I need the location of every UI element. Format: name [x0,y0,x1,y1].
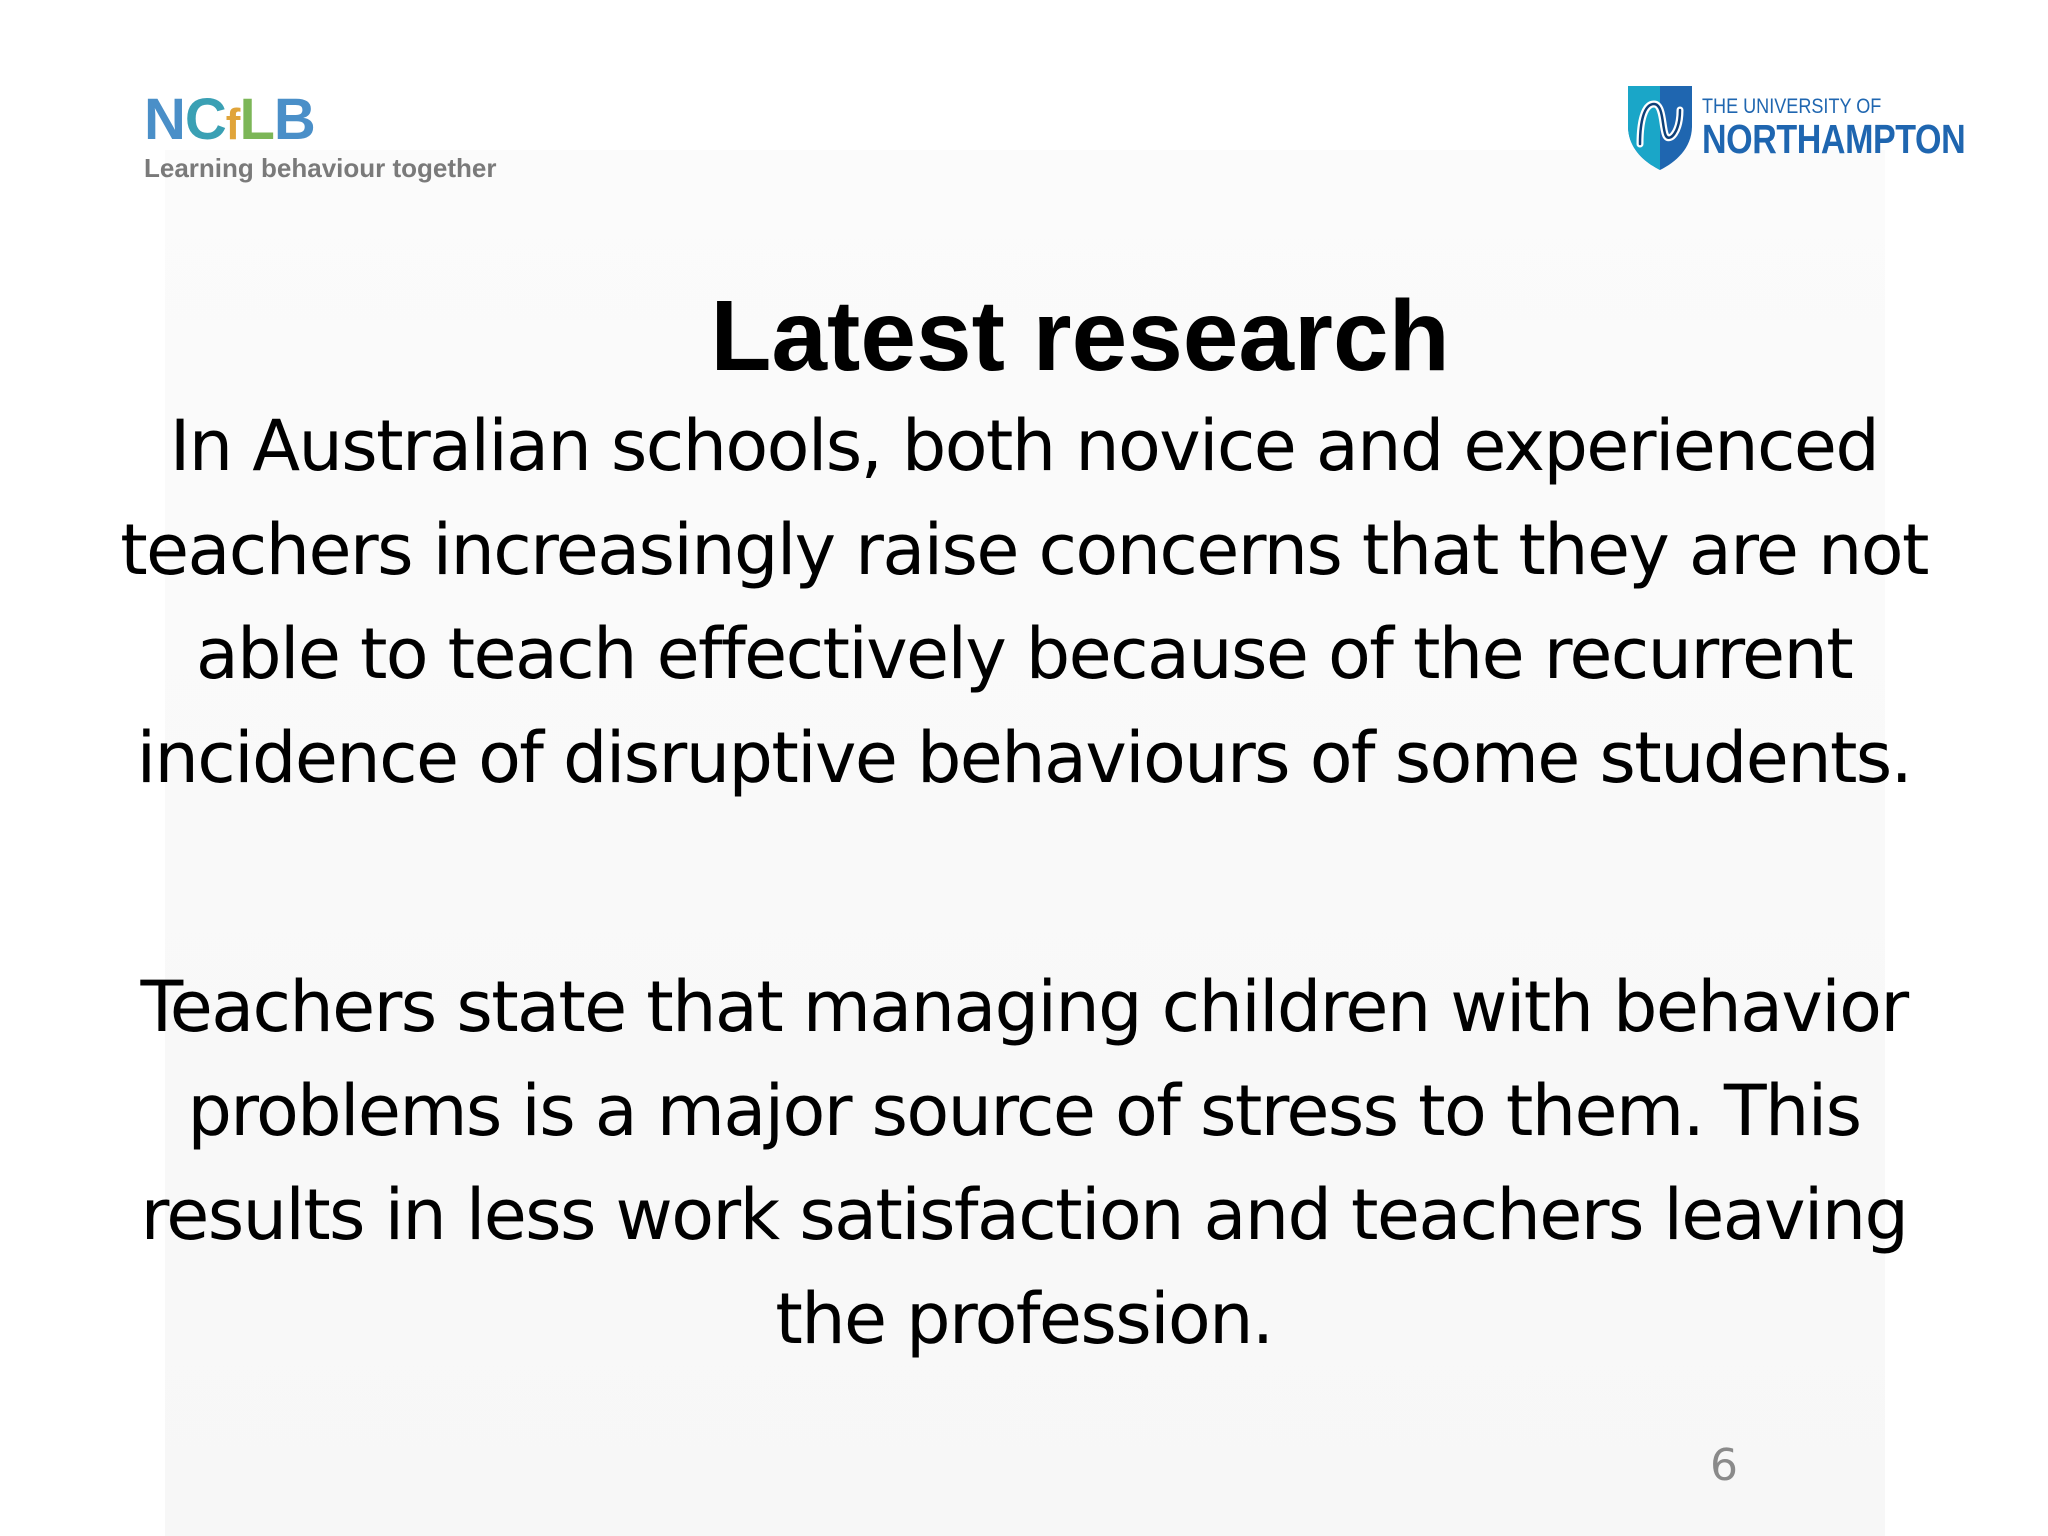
ncflb-logo [144,87,524,183]
paragraph-line: able to teach effectively because of the recurrent [195,613,1853,695]
slide-title: Latest research [710,280,1450,392]
university-logo [1624,80,1966,176]
university-shield-icon [1624,82,1696,174]
paragraph-australian-schools [60,394,1988,810]
ncflb-tagline: Learning behaviour together [144,153,497,183]
paragraph-line: results in less work satisfaction and teachers leaving [140,1174,1908,1256]
slide-number: 6 [1710,1440,1738,1491]
paragraph-line: Teachers state that managing children with behavior [140,966,1908,1048]
paragraph-line: incidence of disruptive behaviours of some students. [136,717,1912,799]
paragraph-line: the profession. [775,1278,1273,1360]
university-name: THE UNIVERSITY OF NORTHAMPTON [1702,95,1966,162]
paragraph-line: In Australian schools, both novice and experienced [169,405,1879,487]
paragraph-teacher-stress [60,955,1988,1371]
paragraph-line: problems is a major source of stress to them. This [187,1070,1861,1152]
ncflb-logo-letters: NCfLB [144,87,315,152]
paragraph-line: teachers increasingly raise concerns that they are not [120,509,1928,591]
